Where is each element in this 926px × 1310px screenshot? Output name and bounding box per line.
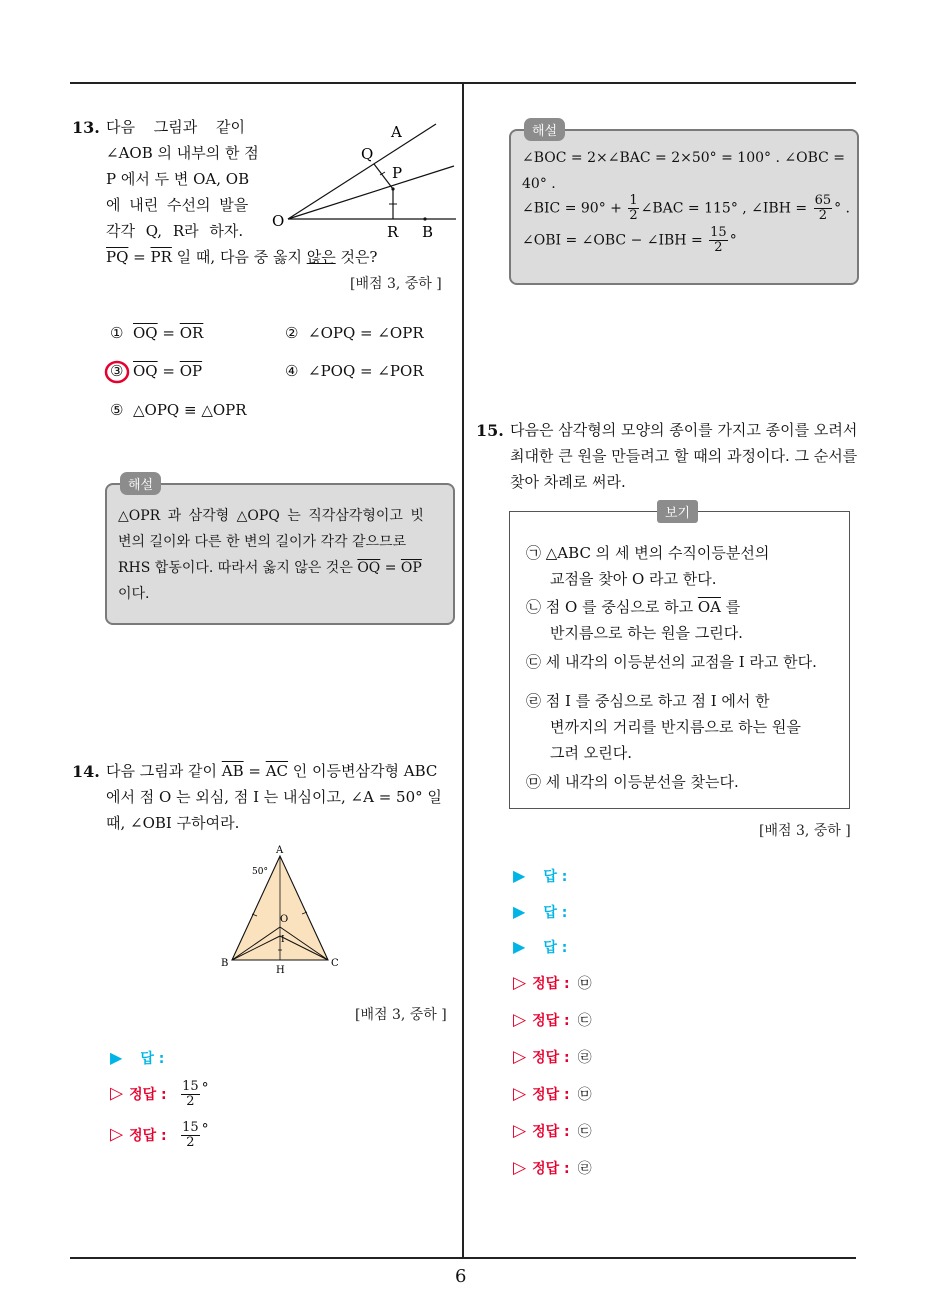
correct-arrow-icon: ▷ [110,1124,124,1145]
segment-pr: $\overline{PR}$ [150,248,172,266]
label-r: R [387,223,399,241]
q14-expl-line-1: ∠BOC = 2×∠BAC = 2×50° = 100° . ∠OBC = [522,150,846,166]
q15-correct-row-1: ▷ 정답 : ㉤ [513,973,592,993]
q15-line-2: 최대한 큰 원을 만들려고 할 때의 과정이다. 그 순서를 [510,447,858,465]
q14-line-2: 에서 점 O 는 외심, 점 I 는 내심이고, ∠A = 50° 일 [106,788,442,806]
q14-expl-line-3: ∠BIC = 90° + $\frac{1}{2}$ ∠BAC = 115° , ∠IBH = $\frac{65}{2}$ ° . [522,193,851,223]
bottom-rule [70,1257,856,1259]
choice-5[interactable]: ⑤ △OPQ ≡ △OPR [110,401,247,419]
answer-arrow-icon: ▶ [513,937,526,956]
page-number: 6 [455,1266,467,1287]
bogi-item-2-line-2: 반지름으로 하는 원을 그린다. [550,624,743,642]
answer-arrow-icon: ▶ [513,866,526,885]
q13-line-4: 에 내린 수선의 발을 [106,196,249,214]
bogi-item-4-line-1: ㉣ 점 I 를 중심으로 하고 점 I 에서 한 [526,692,770,710]
q15-correct-row-6: ▷ 정답 : ㉣ [513,1158,592,1178]
label-i: I [281,935,285,945]
q13-angle-figure [268,118,460,242]
q14-expl-line-4: ∠OBI = ∠OBC − ∠IBH = $\frac{15}{2}$ ° [522,225,737,255]
choice-2[interactable]: ② ∠OPQ = ∠OPR [285,324,424,342]
bogi-item-1-line-2: 교점을 찾아 O 라고 한다. [550,570,717,588]
q15-answer-row-2[interactable]: ▶ 답 : [513,902,568,921]
q13-line-3: P 에서 두 변 OA, OB [106,170,250,188]
q14-correct-row-2: ▷ 정답 : $\frac{15}{2}$ ° [110,1120,209,1150]
q15-answer-row-1[interactable]: ▶ 답 : [513,866,568,885]
q14-answer-row[interactable]: ▶ 답 : [110,1048,165,1067]
q14-line-3: 때, ∠OBI 구하여라. [106,814,240,832]
q15-correct-row-3: ▷ 정답 : ㉣ [513,1047,592,1067]
q13-expl-line-4: 이다. [118,586,150,602]
label-a: A [276,845,284,856]
q13-explanation-tag: 해설 [120,472,161,495]
label-h: H [276,965,285,976]
q15-answer-row-3[interactable]: ▶ 답 : [513,937,568,956]
correct-arrow-icon: ▷ [110,1083,124,1104]
underlined-not: 않은 [306,248,336,266]
column-divider [462,82,464,1258]
question-14-number: 14. [72,762,100,781]
q15-line-3: 찾아 차례로 써라. [510,473,626,491]
answer-arrow-icon: ▶ [513,902,526,921]
correct-arrow-icon: ▷ [513,1084,527,1104]
q13-line-5: 각각 Q, R라 하자. [106,222,244,240]
bogi-item-4-line-3: 그려 오린다. [550,744,632,762]
bogi-item-3: ㉢ 세 내각의 이등분선의 교점을 I 라고 한다. [526,653,817,671]
label-o: O [272,212,285,230]
correct-arrow-icon: ▷ [513,973,527,993]
question-15-number: 15. [476,421,504,440]
q13-line-6: $\overline{PQ} = \overline{PR}$ 일 때, 다음 중 옳지 않은 것은? [106,248,378,266]
label-angle-50: 50° [252,867,268,877]
label-b: B [422,223,434,241]
answer-arrow-icon: ▶ [110,1048,123,1067]
label-p: P [392,164,403,182]
bogi-item-4-line-2: 변까지의 거리를 반지름으로 하는 원을 [550,718,801,736]
label-q: Q [361,145,374,163]
q13-line-2: ∠AOB 의 내부의 한 점 [106,144,259,162]
bogi-item-5: ㉤ 세 내각의 이등분선을 찾는다. [526,773,739,791]
question-13-number: 13. [72,118,100,137]
choice-3[interactable]: ③ $\overline{OQ} = \overline{OP}$ [110,362,203,380]
label-a: A [391,123,402,141]
q13-expl-line-1: △OPR 과 삼각형 △OPQ 는 직각삼각형이고 빗 [118,508,424,524]
q14-correct-row-1: ▷ 정답 : $\frac{15}{2}$ ° [110,1079,209,1109]
bogi-item-2-line-1: ㉡ 점 O 를 중심으로 하고 $\overline{OA}$ 를 [526,598,741,616]
q13-line-1: 다음 그림과 같이 [106,118,245,136]
label-c: C [331,958,339,969]
q13-expl-line-2: 변의 길이와 다른 한 변의 길이가 각각 같으므로 [118,534,407,550]
q14-explanation-tag: 해설 [524,118,565,141]
q15-correct-row-2: ▷ 정답 : ㉢ [513,1010,592,1030]
q14-expl-line-2: 40° . [522,176,556,192]
q13-score: [배점 3, 중하 ] [350,276,442,292]
q14-score: [배점 3, 중하 ] [355,1007,447,1023]
bogi-item-1-line-1: ㉠ △ABC 의 세 변의 수직이등분선의 [526,544,770,562]
choice-4[interactable]: ④ ∠POQ = ∠POR [285,362,424,380]
correct-arrow-icon: ▷ [513,1047,527,1067]
q13-expl-line-3: RHS 합동이다. 따라서 옳지 않은 것은 $\overline{OQ} = \overline{OP}$ [118,560,422,576]
q14-triangle-figure [216,842,346,978]
choice-1[interactable]: ① $\overline{OQ} = \overline{OR}$ [110,324,204,342]
correct-arrow-icon: ▷ [513,1010,527,1030]
q15-line-1: 다음은 삼각형의 모양의 종이를 가지고 종이를 오려서 [510,421,858,439]
q15-score: [배점 3, 중하 ] [759,823,851,839]
correct-arrow-icon: ▷ [513,1121,527,1141]
q15-correct-row-5: ▷ 정답 : ㉢ [513,1121,592,1141]
q15-bogi-tag: 보기 [657,500,698,523]
correct-arrow-icon: ▷ [513,1158,527,1178]
label-b: B [221,958,229,969]
answer-mark-circle [104,359,132,385]
segment-pq: $\overline{PQ}$ [106,248,129,266]
q14-line-1: 다음 그림과 같이 $\overline{AB} = \overline{AC}$ 인 이등변삼각형 ABC [106,762,438,780]
q15-correct-row-4: ▷ 정답 : ㉤ [513,1084,592,1104]
label-o: O [280,914,289,925]
